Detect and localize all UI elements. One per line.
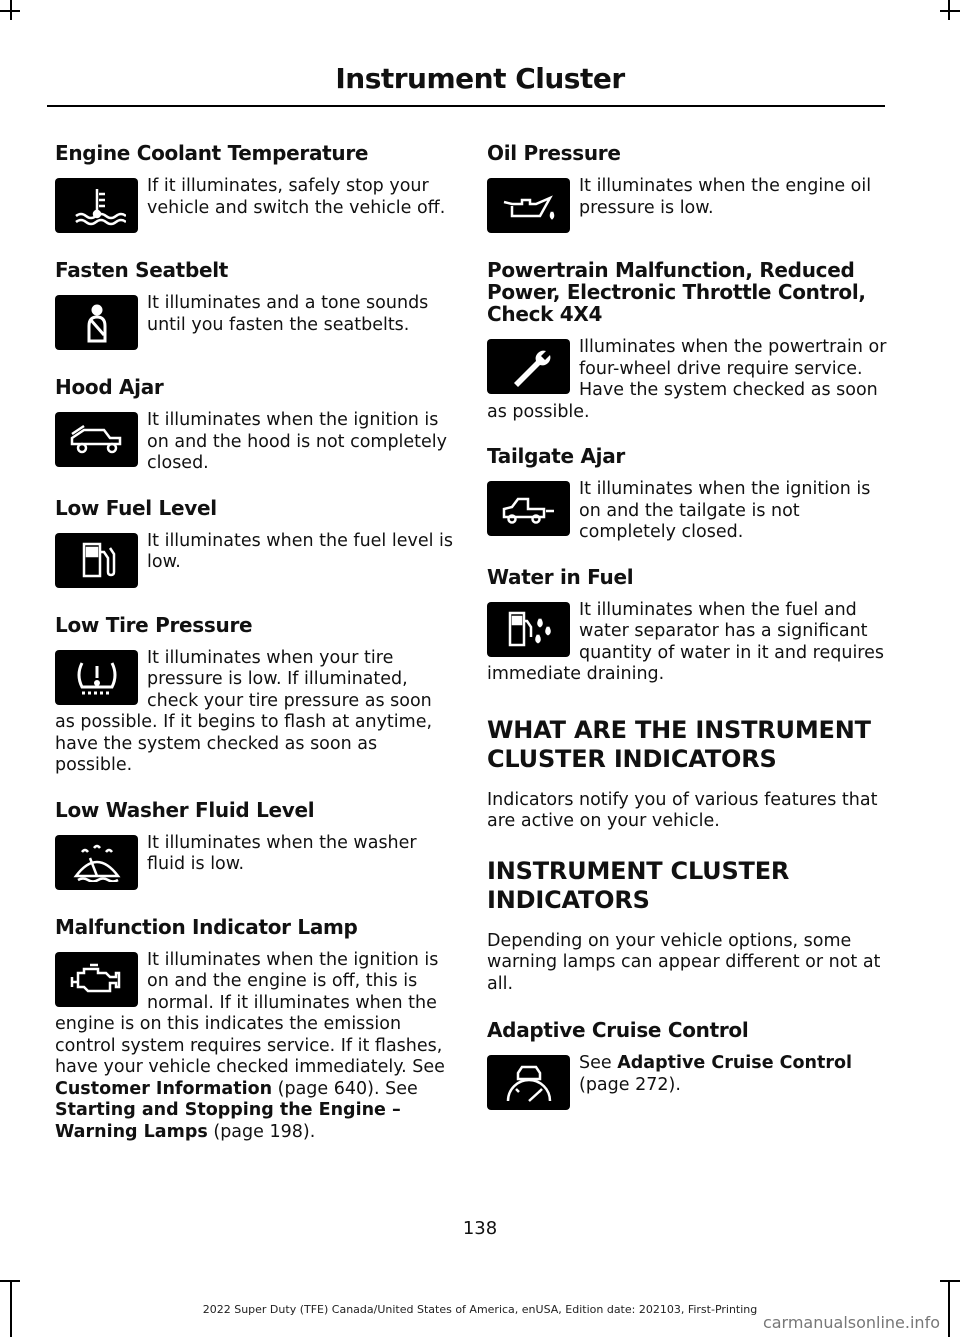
left-column — [55, 142, 455, 1165]
entry-title: Powertrain Malfunction, Reduced Power, Electronic Throttle Control, Check 4X4 — [487, 258, 866, 326]
customer-information-link[interactable]: Customer Information — [55, 1078, 273, 1099]
crop-mark — [0, 10, 20, 12]
entry-mil — [55, 950, 455, 1144]
crop-mark — [0, 1280, 20, 1282]
entry-title: Water in Fuel — [487, 564, 634, 589]
oil-can-icon — [487, 178, 570, 233]
entry-title: Oil Pressure — [487, 141, 621, 165]
entry-title: Tailgate Ajar — [487, 444, 625, 468]
watermark: carmanualsonline.info — [762, 1313, 940, 1332]
entry-tire — [55, 648, 455, 777]
engine-icon — [55, 952, 138, 1007]
entry-title: Adaptive Cruise Control — [487, 1018, 749, 1042]
entry-text: It illuminates when the engine oil pressure is low. — [579, 176, 872, 218]
entry-title: Hood Ajar — [55, 375, 164, 399]
entry-coolant — [55, 176, 455, 237]
entry-hood — [55, 410, 455, 475]
entry-seatbelt — [55, 293, 455, 354]
entry-title: Low Washer Fluid Level — [55, 797, 315, 822]
see-label: See — [579, 1053, 612, 1073]
mil-text: It illuminates when the ignition is on and the engine is off, this is normal. If it illuminates when the engine is on this indicates the emission control system requires service. If it flashes, have your vehicle checked immediately. — [55, 949, 443, 1077]
crop-mark — [940, 1280, 960, 1282]
seatbelt-icon — [55, 295, 138, 350]
entry-text: Illuminates when the powertrain or four-wheel drive require service. Have the system checked as soon as possible. — [487, 337, 887, 422]
right-column — [487, 142, 887, 1136]
entry-water-fuel — [487, 600, 887, 686]
entry-text: It illuminates when your tire pressure is low. If illuminated, check your tire pressure as soon as possible. If it begins to flash at anytime, have the system checked as soon as possible. — [55, 647, 433, 775]
crop-mark — [940, 10, 960, 12]
entry-text: It illuminates when the fuel level is low. — [147, 530, 454, 572]
page-ref: (page 198). — [213, 1121, 316, 1142]
entry-fuel — [55, 531, 455, 592]
coolant-temperature-icon — [55, 178, 138, 233]
entry-text: It illuminates when the washer fluid is low. — [147, 832, 417, 874]
edition-footer: 2022 Super Duty (TFE) Canada/United States of America, enUSA, Edition date: 202103, First-Printing — [202, 1303, 758, 1316]
adaptive-cruise-icon — [487, 1055, 570, 1110]
entry-powertrain — [487, 337, 887, 423]
entry-washer — [55, 833, 455, 894]
page-number: 138 — [462, 1218, 498, 1239]
hood-ajar-icon — [55, 412, 138, 467]
entry-text: It illuminates when the fuel and water separator has a significant quantity of water in it and requires immediate draining. — [487, 599, 884, 684]
washer-fluid-icon — [55, 835, 138, 890]
entry-text: It illuminates when the ignition is on and the hood is not completely closed. — [147, 410, 448, 473]
page-ref: (page 640). — [277, 1078, 380, 1099]
section-text: Indicators notify you of various features that are active on your vehicle. — [487, 789, 878, 831]
wrench-icon — [487, 339, 570, 394]
entry-oil — [487, 176, 887, 237]
entry-title: Engine Coolant Temperature — [55, 141, 369, 165]
page-title: Instrument Cluster — [335, 62, 625, 95]
fuel-pump-icon — [55, 533, 138, 588]
entry-acc — [487, 1053, 887, 1114]
section-text: Depending on your vehicle options, some warning lamps can appear different or not at all. — [487, 930, 881, 994]
see-label: See — [412, 1057, 445, 1077]
starting-stopping-engine-link[interactable]: Starting and Stopping the Engine – Warning Lamps — [55, 1100, 401, 1142]
water-in-fuel-icon — [487, 602, 570, 657]
entry-text: It illuminates when the ignition is on and the tailgate is not completely closed. — [579, 479, 871, 542]
section-heading: INSTRUMENT CLUSTER INDICATORS — [487, 856, 790, 914]
header-divider — [47, 105, 885, 107]
entry-text: It illuminates and a tone sounds until you fasten the seatbelts. — [147, 293, 429, 335]
tailgate-ajar-icon — [487, 481, 570, 536]
adaptive-cruise-control-link[interactable]: Adaptive Cruise Control — [617, 1053, 853, 1073]
tire-pressure-icon — [55, 650, 138, 705]
entry-text: If it illuminates, safely stop your vehicle and switch the vehicle off. — [147, 176, 446, 218]
entry-tailgate — [487, 479, 887, 544]
entry-title: Low Tire Pressure — [55, 612, 253, 637]
entry-title: Malfunction Indicator Lamp — [55, 914, 358, 939]
page-ref: (page 272). — [579, 1074, 681, 1095]
see-label: See — [385, 1078, 418, 1099]
section-heading: WHAT ARE THE INSTRUMENT CLUSTER INDICATORS — [487, 715, 871, 773]
entry-title: Low Fuel Level — [55, 495, 217, 520]
entry-title: Fasten Seatbelt — [55, 258, 229, 282]
